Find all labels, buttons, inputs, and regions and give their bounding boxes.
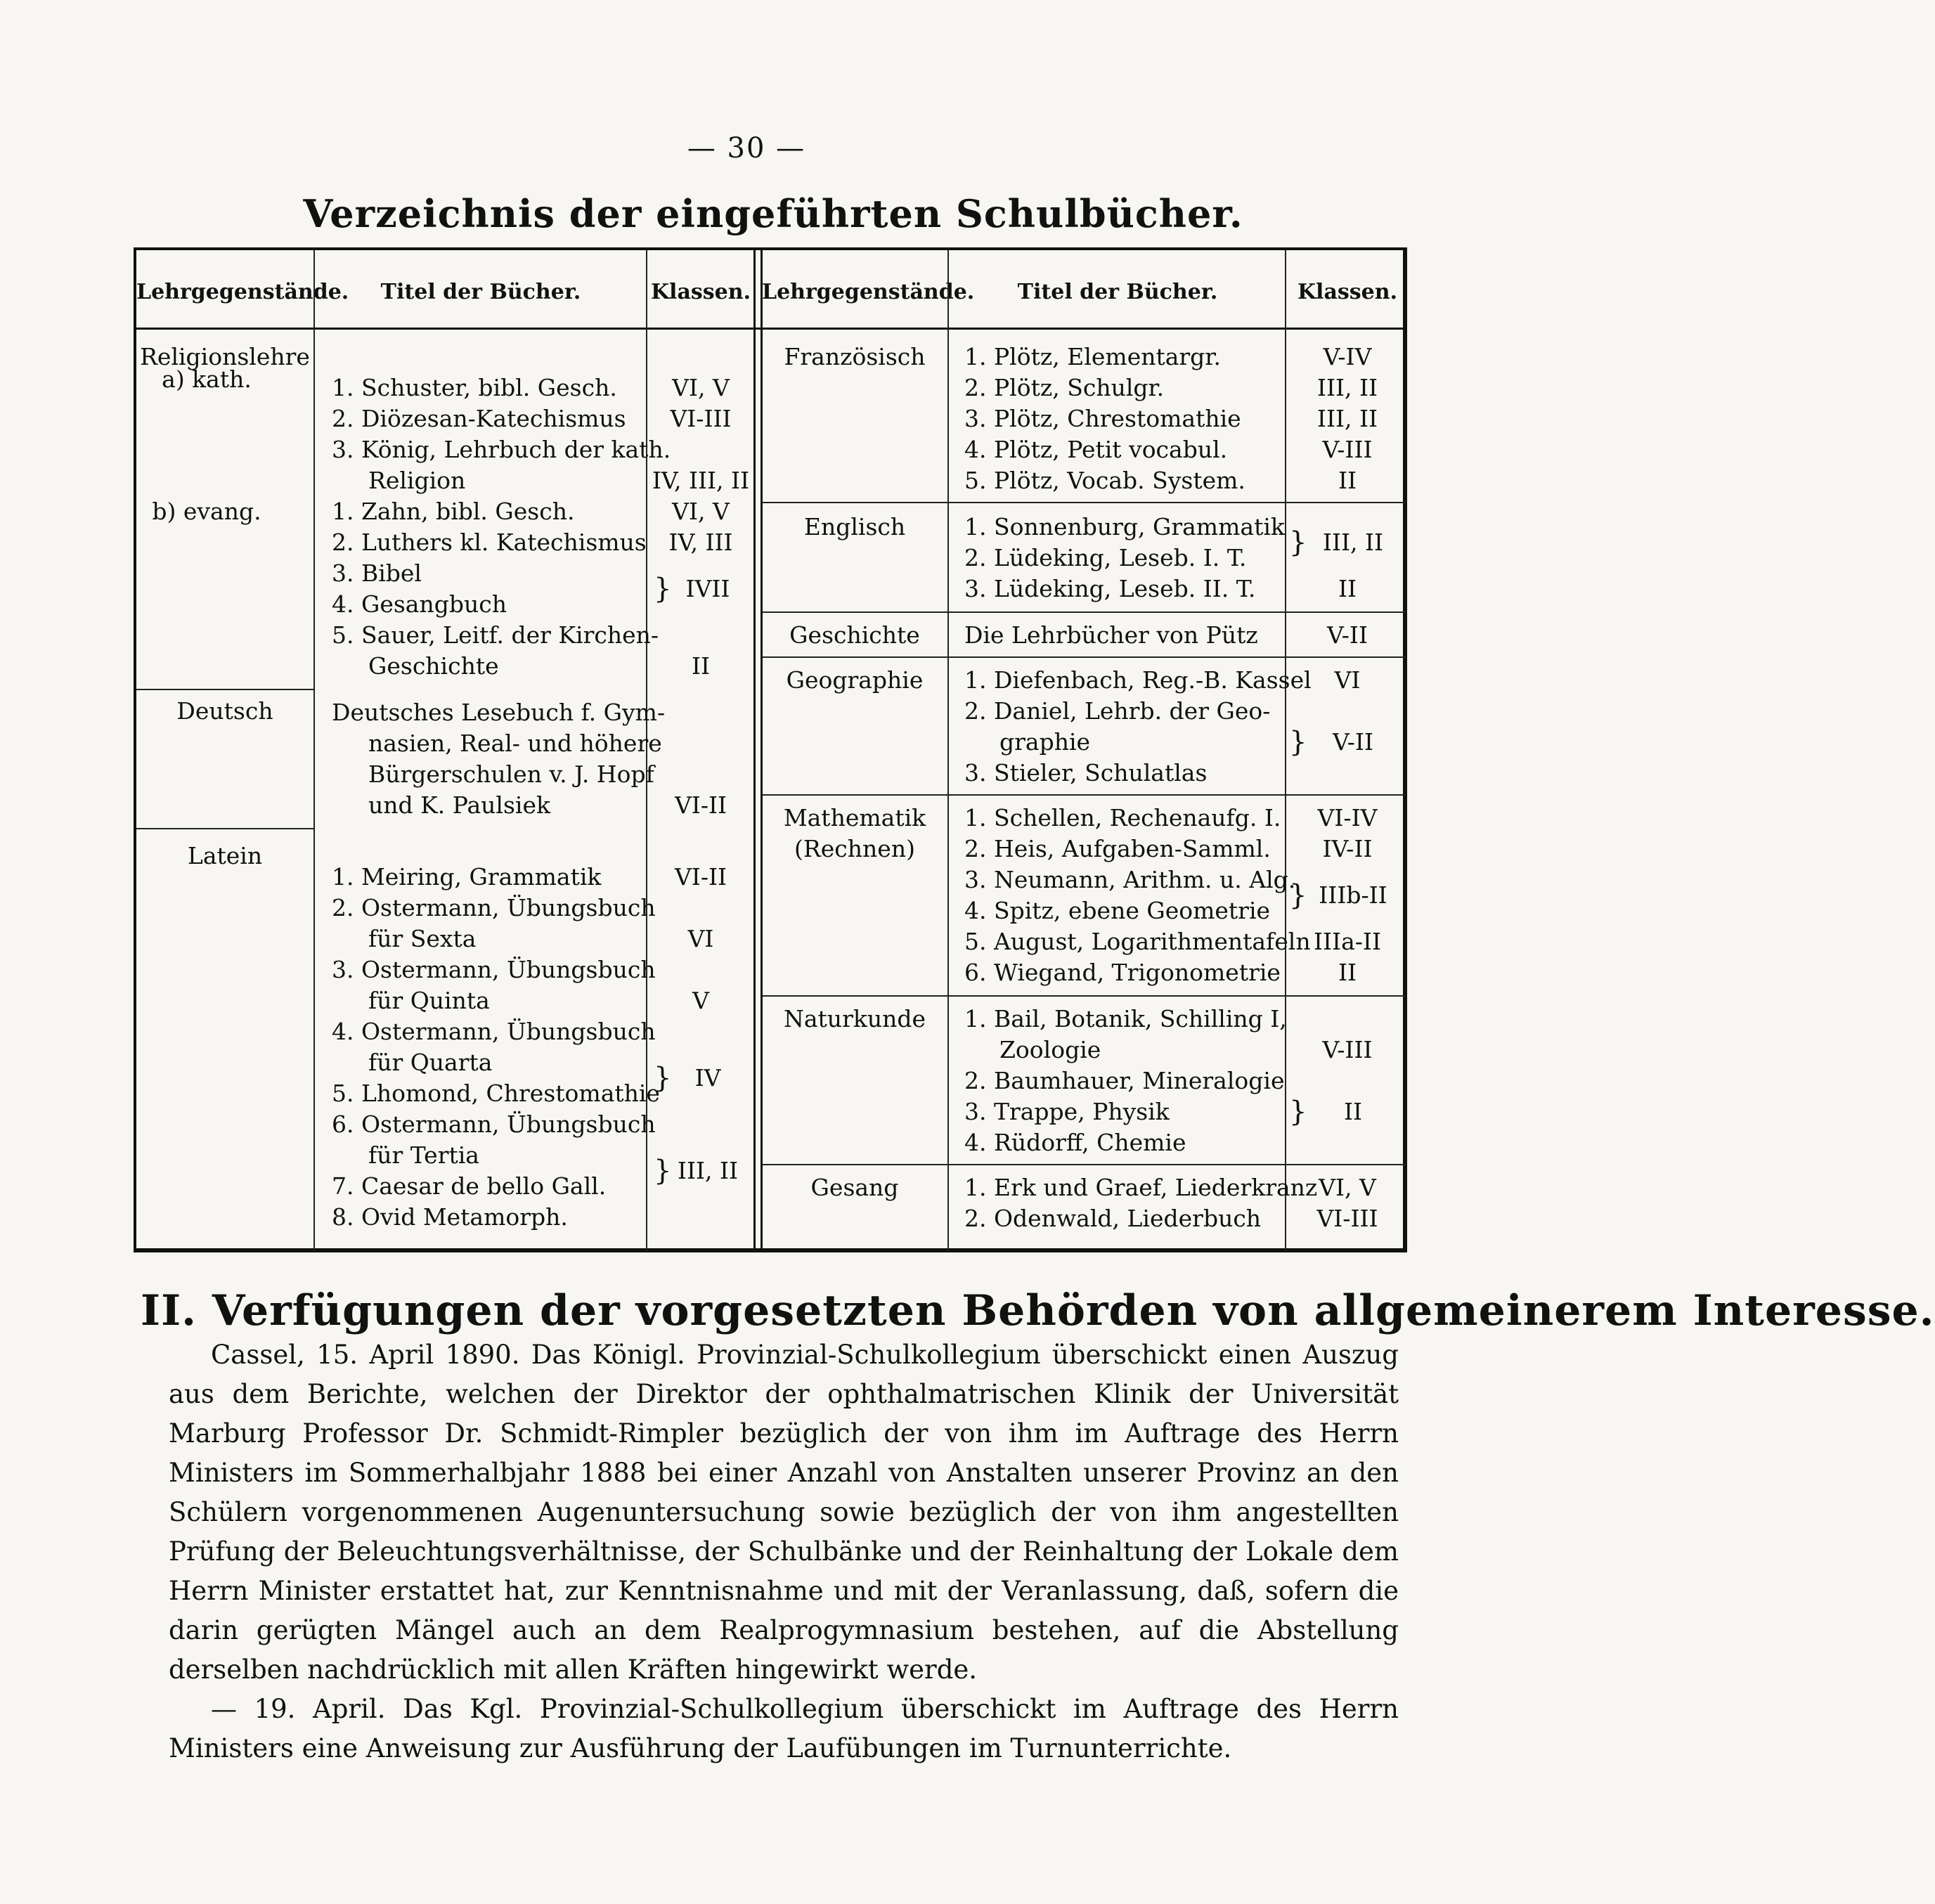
- row-divider: [136, 689, 313, 690]
- classes-value: VI, V: [672, 374, 730, 401]
- book-line: 4. Ostermann, Übungsbuch: [332, 1018, 656, 1045]
- book-line: Die Lehrbücher von Pütz: [964, 621, 1258, 649]
- book-line: graphie: [999, 728, 1091, 756]
- book-line: für Sexta: [368, 925, 477, 952]
- classes-value: II: [691, 652, 711, 680]
- row-divider: [762, 611, 1406, 613]
- book-line: 1. Diefenbach, Reg.-B. Kassel: [964, 666, 1312, 694]
- classes-value: VI-II: [674, 863, 727, 891]
- classes-value: VI: [1334, 666, 1361, 694]
- classes-value: V: [692, 987, 709, 1014]
- book-line: 1. Meiring, Grammatik: [332, 863, 602, 891]
- header-title-right: Titel der Bücher.: [1017, 280, 1218, 304]
- classes-value: V-III: [1322, 436, 1373, 463]
- classes-value: IV: [694, 1064, 721, 1092]
- classes-value: VI-III: [670, 405, 732, 432]
- paragraph: Cassel, 15. April 1890. Das Königl. Provinzial-Schulkollegium überschickt einen Auszug aus dem Berichte, welchen der Direktor der ophthalmatrischen Klinik der Universität Marburg Professor Dr. Schmidt-Rimpler bezüglich der von ihm im Auftrage des Herrn Ministers im Sommerhalbjahr 1888 bei einer Anzahl von Anstalten unserer Provinz an den Schülern vorgenommenen Augenuntersuchung sowie bezüglich der von ihm angestellten Prüfung der Beleuchtungsverhältnisse, der Schulbänke und der Reinhaltung der Lokale dem Herrn Minister erstattet hat, zur Kenntnisnahme und mit der Veranlassung, daß, sofern die darin gerügten Mängel auch an dem Realprogymnasium bestehen, auf die Abstellung derselben nachdrücklich mit allen Kräften hingewirkt werde.: [169, 1340, 1399, 1685]
- book-line: 7. Caesar de bello Gall.: [332, 1172, 607, 1200]
- book-line: 1. Schuster, bibl. Gesch.: [332, 374, 617, 401]
- col-divider: [947, 250, 949, 1251]
- row-divider: [762, 794, 1406, 796]
- book-line: 2. Baumhauer, Mineralogie: [964, 1067, 1285, 1094]
- header-title-left: Titel der Bücher.: [380, 280, 581, 304]
- classes-value: II: [1343, 1098, 1363, 1125]
- book-line: 3. Trappe, Physik: [964, 1098, 1170, 1125]
- book-line: 2. Heis, Aufgaben-Samml.: [964, 835, 1271, 862]
- book-line: 3. Lüdeking, Leseb. II. T.: [964, 575, 1256, 602]
- brace: }: [654, 1155, 672, 1187]
- header-subject-left: Lehrgegenstände.: [136, 280, 349, 304]
- classes-value: VI-II: [674, 791, 727, 819]
- classes-value: III, II: [677, 1157, 739, 1184]
- book-line: 2. Lüdeking, Leseb. I. T.: [964, 544, 1247, 571]
- book-line: 8. Ovid Metamorph.: [332, 1203, 568, 1231]
- book-line: 3. Plötz, Chrestomathie: [964, 405, 1241, 432]
- book-line: Zoologie: [999, 1036, 1101, 1063]
- book-line: 1. Zahn, bibl. Gesch.: [332, 498, 575, 525]
- page-number: — 30 —: [687, 132, 806, 164]
- classes-value: VI, V: [672, 498, 730, 525]
- classes-value: II: [1338, 467, 1357, 494]
- book-line: 2. Luthers kl. Katechismus: [332, 529, 647, 556]
- classes-value: IIIa-II: [1313, 928, 1381, 955]
- book-line: 4. Spitz, ebene Geometrie: [964, 897, 1271, 924]
- book-line: und K. Paulsiek: [368, 791, 550, 819]
- classes-value: V-III: [1322, 1036, 1373, 1063]
- classes-value: V-IV: [1323, 343, 1372, 370]
- book-line: 2. Ostermann, Übungsbuch: [332, 894, 656, 921]
- header-divider: [136, 328, 1406, 330]
- book-line: Religion: [368, 467, 466, 494]
- book-line: 5. August, Logarithmentafeln: [964, 928, 1311, 955]
- subject-geschichte: Geschichte: [789, 621, 920, 649]
- brace: }: [1289, 526, 1307, 559]
- book-line: 6. Wiegand, Trigonometrie: [964, 959, 1281, 986]
- subject-religion: Religionslehre: [140, 343, 310, 370]
- book-line: 5. Sauer, Leitf. der Kirchen-: [332, 621, 659, 649]
- schoolbook-table: [134, 247, 1407, 1252]
- subject-deutsch: Deutsch: [176, 697, 273, 725]
- row-divider: [762, 656, 1406, 658]
- brace: }: [1289, 1096, 1307, 1128]
- book-line: 1. Sonnenburg, Grammatik: [964, 513, 1285, 540]
- classes-value: III, II: [1316, 374, 1378, 401]
- book-line: 1. Plötz, Elementargr.: [964, 343, 1221, 370]
- header-subject-right: Lehrgegenstände.: [762, 280, 975, 304]
- classes-value: VI-III: [1316, 1205, 1378, 1232]
- classes-value: VI: [687, 925, 714, 952]
- book-line: 3. Bibel: [332, 559, 422, 587]
- classes-value: III, II: [1316, 405, 1378, 432]
- book-line: 4. Gesangbuch: [332, 590, 507, 618]
- subject-naturkunde: Naturkunde: [784, 1005, 926, 1032]
- classes-value: IV, III, II: [652, 467, 750, 494]
- classes-value: VI, V: [1319, 1174, 1376, 1201]
- book-line: 2. Plötz, Schulgr.: [964, 374, 1165, 401]
- book-line: 3. Ostermann, Übungsbuch: [332, 956, 656, 983]
- book-line: Bürgerschulen v. J. Hopf: [368, 760, 654, 788]
- book-line: 6. Ostermann, Übungsbuch: [332, 1110, 656, 1138]
- book-line: 4. Plötz, Petit vocabul.: [964, 436, 1228, 463]
- paragraph: — 19. April. Das Kgl. Provinzial-Schulkollegium überschickt im Auftrage des Herrn Ministers eine Anweisung zur Ausführung der Laufübungen im Turnunterrichte.: [169, 1694, 1399, 1763]
- book-line: 2. Daniel, Lehrb. der Geo-: [964, 697, 1271, 725]
- book-line: 3. Neumann, Arithm. u. Alg.: [964, 866, 1296, 893]
- book-line: 2. Odenwald, Liederbuch: [964, 1205, 1262, 1232]
- classes-value: V-II: [1332, 728, 1374, 756]
- col-divider-double: [761, 250, 763, 1251]
- row-divider: [762, 1164, 1406, 1165]
- classes-value: III, II: [1322, 529, 1384, 556]
- brace: }: [1289, 879, 1307, 912]
- book-line: Geschichte: [368, 652, 499, 680]
- header-classes-left: Klassen.: [650, 280, 751, 304]
- brace: }: [1289, 726, 1307, 758]
- classes-value: II: [1338, 959, 1357, 986]
- book-line: 5. Lhomond, Chrestomathie: [332, 1080, 660, 1107]
- table-title: Verzeichnis der eingeführten Schulbücher.: [303, 191, 1243, 236]
- col-divider-double: [753, 250, 756, 1251]
- classes-value: VI-IV: [1317, 804, 1378, 831]
- book-line: Deutsches Lesebuch f. Gym-: [332, 699, 666, 726]
- book-line: 3. König, Lehrbuch der kath.: [332, 436, 671, 463]
- header-classes-right: Klassen.: [1297, 280, 1398, 304]
- brace: }: [654, 1062, 672, 1094]
- classes-value: V-II: [1326, 621, 1368, 649]
- book-line: 3. Stieler, Schulatlas: [964, 759, 1208, 786]
- book-line: 5. Plötz, Vocab. System.: [964, 467, 1245, 494]
- classes-value: IV, III: [668, 529, 733, 556]
- subject-englisch: Englisch: [803, 513, 906, 540]
- classes-value: IVII: [685, 575, 730, 602]
- book-line: 1. Schellen, Rechenaufg. I.: [964, 804, 1281, 831]
- section-title: II. Verfügungen der vorgesetzten Behörden von allgemeinerem Interesse.: [141, 1286, 1935, 1335]
- book-line: für Quarta: [368, 1049, 493, 1076]
- brace: }: [654, 573, 672, 605]
- classes-value: IIIb-II: [1319, 881, 1387, 909]
- book-line: für Tertia: [368, 1141, 479, 1169]
- col-divider: [313, 250, 315, 1251]
- book-line: nasien, Real- und höhere: [368, 730, 662, 757]
- subject-gesang: Gesang: [810, 1174, 899, 1201]
- classes-value: IV-II: [1322, 835, 1373, 862]
- row-divider: [762, 995, 1406, 997]
- subject-franzoesisch: Französisch: [784, 343, 926, 370]
- subject-latein: Latein: [187, 842, 263, 869]
- book-line: 1. Erk und Graef, Liederkranz: [964, 1174, 1318, 1201]
- book-line: 4. Rüdorff, Chemie: [964, 1129, 1186, 1156]
- section-body: [169, 1335, 1399, 1768]
- book-line: 1. Bail, Botanik, Schilling I,: [964, 1005, 1287, 1032]
- classes-value: II: [1338, 575, 1357, 602]
- book-line: 2. Diözesan-Katechismus: [332, 405, 626, 432]
- religion-kath-label: a) kath.: [162, 365, 252, 393]
- religion-evang-label: b) evang.: [152, 498, 261, 525]
- row-divider: [136, 828, 313, 829]
- row-divider: [762, 502, 1406, 503]
- col-divider: [1285, 250, 1286, 1251]
- subject-mathematik-sub: (Rechnen): [794, 835, 915, 862]
- book-line: für Quinta: [368, 987, 490, 1014]
- subject-mathematik: Mathematik: [783, 804, 926, 831]
- subject-geographie: Geographie: [786, 666, 924, 694]
